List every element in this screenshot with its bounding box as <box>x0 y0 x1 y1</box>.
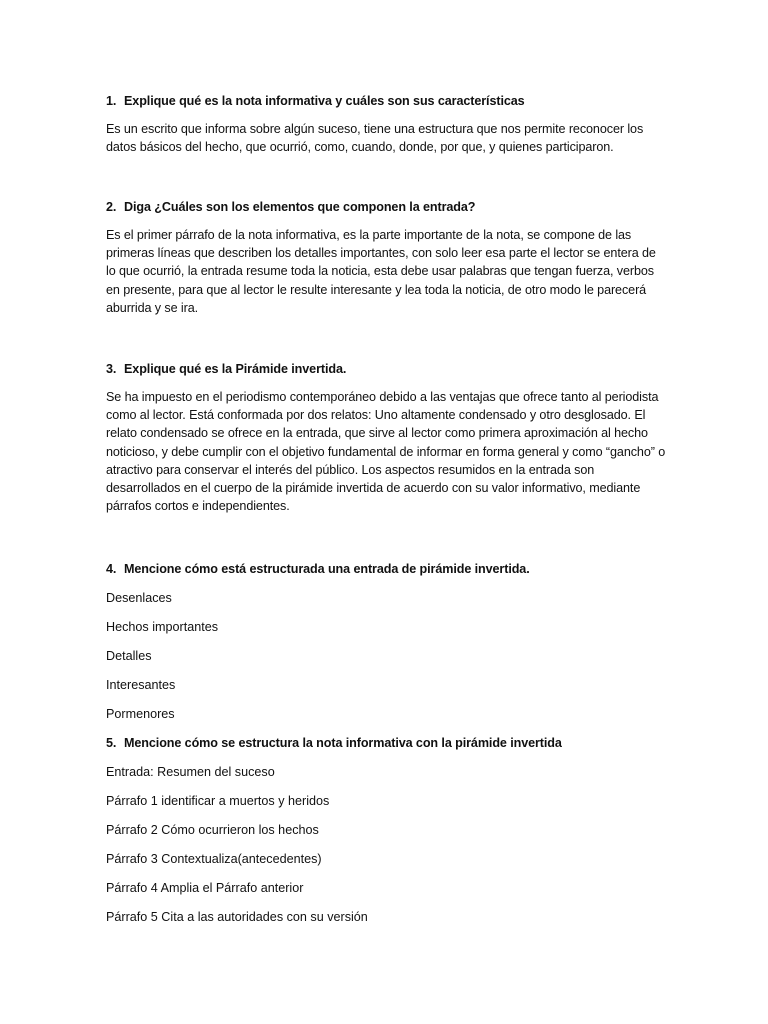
question-3-text: Explique qué es la Pirámide invertida. <box>124 362 347 376</box>
question-1-text: Explique qué es la nota informativa y cuáles son sus características <box>124 94 525 108</box>
list-item: Párrafo 3 Contextualiza(antecedentes) <box>106 852 322 866</box>
list-item: Interesantes <box>106 678 176 692</box>
list-item: Entrada: Resumen del suceso <box>106 765 275 779</box>
list-item: Párrafo 1 identificar a muertos y heridos <box>106 794 330 808</box>
answer-2: Es el primer párrafo de la nota informativa, es la parte importante de la nota, se compone de las primeras líneas que describen los detalles importantes, con solo leer esa parte el lector se entera de lo que ocurrió, la entrada resume toda la noticia, esta debe usar palabras que tengan fuerza, verbos en presente, para que al lector le resulte interesante y lea toda la noticia, de otro modo le parecerá aburrida y se ira. <box>106 228 656 315</box>
list-item: Detalles <box>106 649 152 663</box>
question-2-text: Diga ¿Cuáles son los elementos que componen la entrada? <box>124 200 476 214</box>
question-4-number: 4. <box>106 562 117 576</box>
question-2-number: 2. <box>106 200 117 214</box>
question-1-heading <box>106 92 666 110</box>
question-1-number: 1. <box>106 94 117 108</box>
list-item: Párrafo 4 Amplia el Párrafo anterior <box>106 881 304 895</box>
question-4-heading <box>106 560 666 578</box>
list-item: Hechos importantes <box>106 620 218 634</box>
question-5-heading <box>106 734 666 752</box>
question-2-heading <box>106 198 666 216</box>
question-5-number: 5. <box>106 736 117 750</box>
question-4-text: Mencione cómo está estructurada una entrada de pirámide invertida. <box>124 562 530 576</box>
question-3-heading <box>106 360 666 378</box>
list-item: Párrafo 2 Cómo ocurrieron los hechos <box>106 823 319 837</box>
list-item: Pormenores <box>106 707 175 721</box>
list-item: Párrafo 5 Cita a las autoridades con su versión <box>106 910 368 924</box>
answer-1: Es un escrito que informa sobre algún suceso, tiene una estructura que nos permite reconocer los datos básicos del hecho, que ocurrió, como, cuando, donde, por que, y quienes participaron. <box>106 122 644 155</box>
list-item: Desenlaces <box>106 591 172 605</box>
question-3-number: 3. <box>106 362 117 376</box>
question-5-text: Mencione cómo se estructura la nota informativa con la pirámide invertida <box>124 736 562 750</box>
answer-3: Se ha impuesto en el periodismo contemporáneo debido a las ventajas que ofrece tanto al periodista como al lector. Está conformada por dos relatos: Uno altamente condensado y otro desglosado. El relato condensado se ofrece en la entrada, que sirve al lector como primera aproximación al hecho noticioso, y debe cumplir con el objetivo fundamental de informar en forma general y como “gancho” o atractivo para conservar el interés del público. Los aspectos resumidos en la entrada son desarrollados en el cuerpo de la pirámide invertida de acuerdo con su valor informativo, mediante párrafos cortos e independientes. <box>106 390 666 514</box>
